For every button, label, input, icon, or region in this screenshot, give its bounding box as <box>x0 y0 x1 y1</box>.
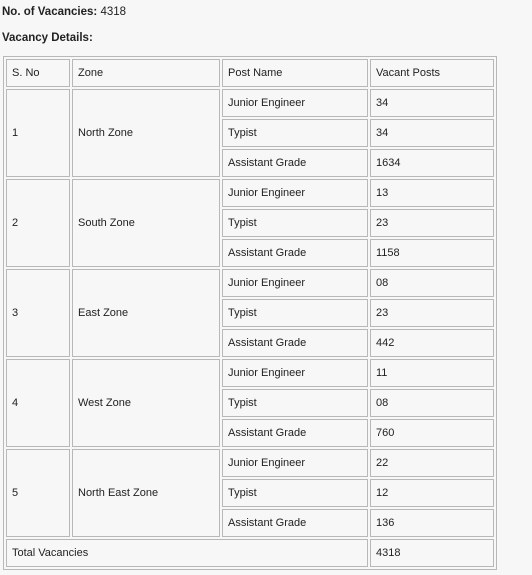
vacant-posts-cell: 11 <box>370 359 494 387</box>
post-name-cell: Junior Engineer <box>222 89 368 117</box>
zone-sno-cell: 2 <box>6 179 70 267</box>
post-name-cell: Typist <box>222 119 368 147</box>
zone-sno-cell: 3 <box>6 269 70 357</box>
vacant-posts-cell: 23 <box>370 299 494 327</box>
vacant-posts-cell: 08 <box>370 389 494 417</box>
post-name-cell: Assistant Grade <box>222 149 368 177</box>
total-label: Total Vacancies <box>6 539 368 567</box>
post-name-cell: Assistant Grade <box>222 329 368 357</box>
vacant-posts-cell: 13 <box>370 179 494 207</box>
zone-sno-cell: 1 <box>6 89 70 177</box>
vacancy-table <box>3 56 497 570</box>
vacant-posts-cell: 1634 <box>370 149 494 177</box>
table-row <box>6 179 494 207</box>
post-name-cell: Typist <box>222 479 368 507</box>
header-sno: S. No <box>6 59 70 87</box>
header-vacant-posts: Vacant Posts <box>370 59 494 87</box>
post-name-cell: Typist <box>222 209 368 237</box>
table-row <box>6 269 494 297</box>
vacant-posts-cell: 12 <box>370 479 494 507</box>
zone-name-cell: South Zone <box>72 179 220 267</box>
vacant-posts-cell: 34 <box>370 89 494 117</box>
vacant-posts-cell: 442 <box>370 329 494 357</box>
vacancies-summary <box>2 6 126 18</box>
vacancies-label: No. of Vacancies: <box>2 6 98 18</box>
table-row <box>6 359 494 387</box>
vacant-posts-cell: 08 <box>370 269 494 297</box>
post-name-cell: Junior Engineer <box>222 269 368 297</box>
zone-name-cell: North Zone <box>72 89 220 177</box>
post-name-cell: Junior Engineer <box>222 449 368 477</box>
post-name-cell: Assistant Grade <box>222 419 368 447</box>
total-row <box>6 539 494 567</box>
zone-name-cell: North East Zone <box>72 449 220 537</box>
zone-name-cell: East Zone <box>72 269 220 357</box>
table-header-row <box>6 59 494 87</box>
post-name-cell: Typist <box>222 389 368 417</box>
table-row <box>6 449 494 477</box>
zone-sno-cell: 4 <box>6 359 70 447</box>
vacancy-details-heading: Vacancy Details: <box>2 32 93 44</box>
vacant-posts-cell: 1158 <box>370 239 494 267</box>
zone-sno-cell: 5 <box>6 449 70 537</box>
zone-name-cell: West Zone <box>72 359 220 447</box>
header-post-name: Post Name <box>222 59 368 87</box>
vacancy-table-body <box>6 59 494 567</box>
vacant-posts-cell: 136 <box>370 509 494 537</box>
total-value: 4318 <box>370 539 494 567</box>
post-name-cell: Assistant Grade <box>222 509 368 537</box>
vacant-posts-cell: 23 <box>370 209 494 237</box>
post-name-cell: Junior Engineer <box>222 359 368 387</box>
vacancies-value: 4318 <box>100 6 127 18</box>
post-name-cell: Assistant Grade <box>222 239 368 267</box>
vacant-posts-cell: 22 <box>370 449 494 477</box>
post-name-cell: Typist <box>222 299 368 327</box>
header-zone: Zone <box>72 59 220 87</box>
table-row <box>6 89 494 117</box>
vacant-posts-cell: 760 <box>370 419 494 447</box>
post-name-cell: Junior Engineer <box>222 179 368 207</box>
vacant-posts-cell: 34 <box>370 119 494 147</box>
